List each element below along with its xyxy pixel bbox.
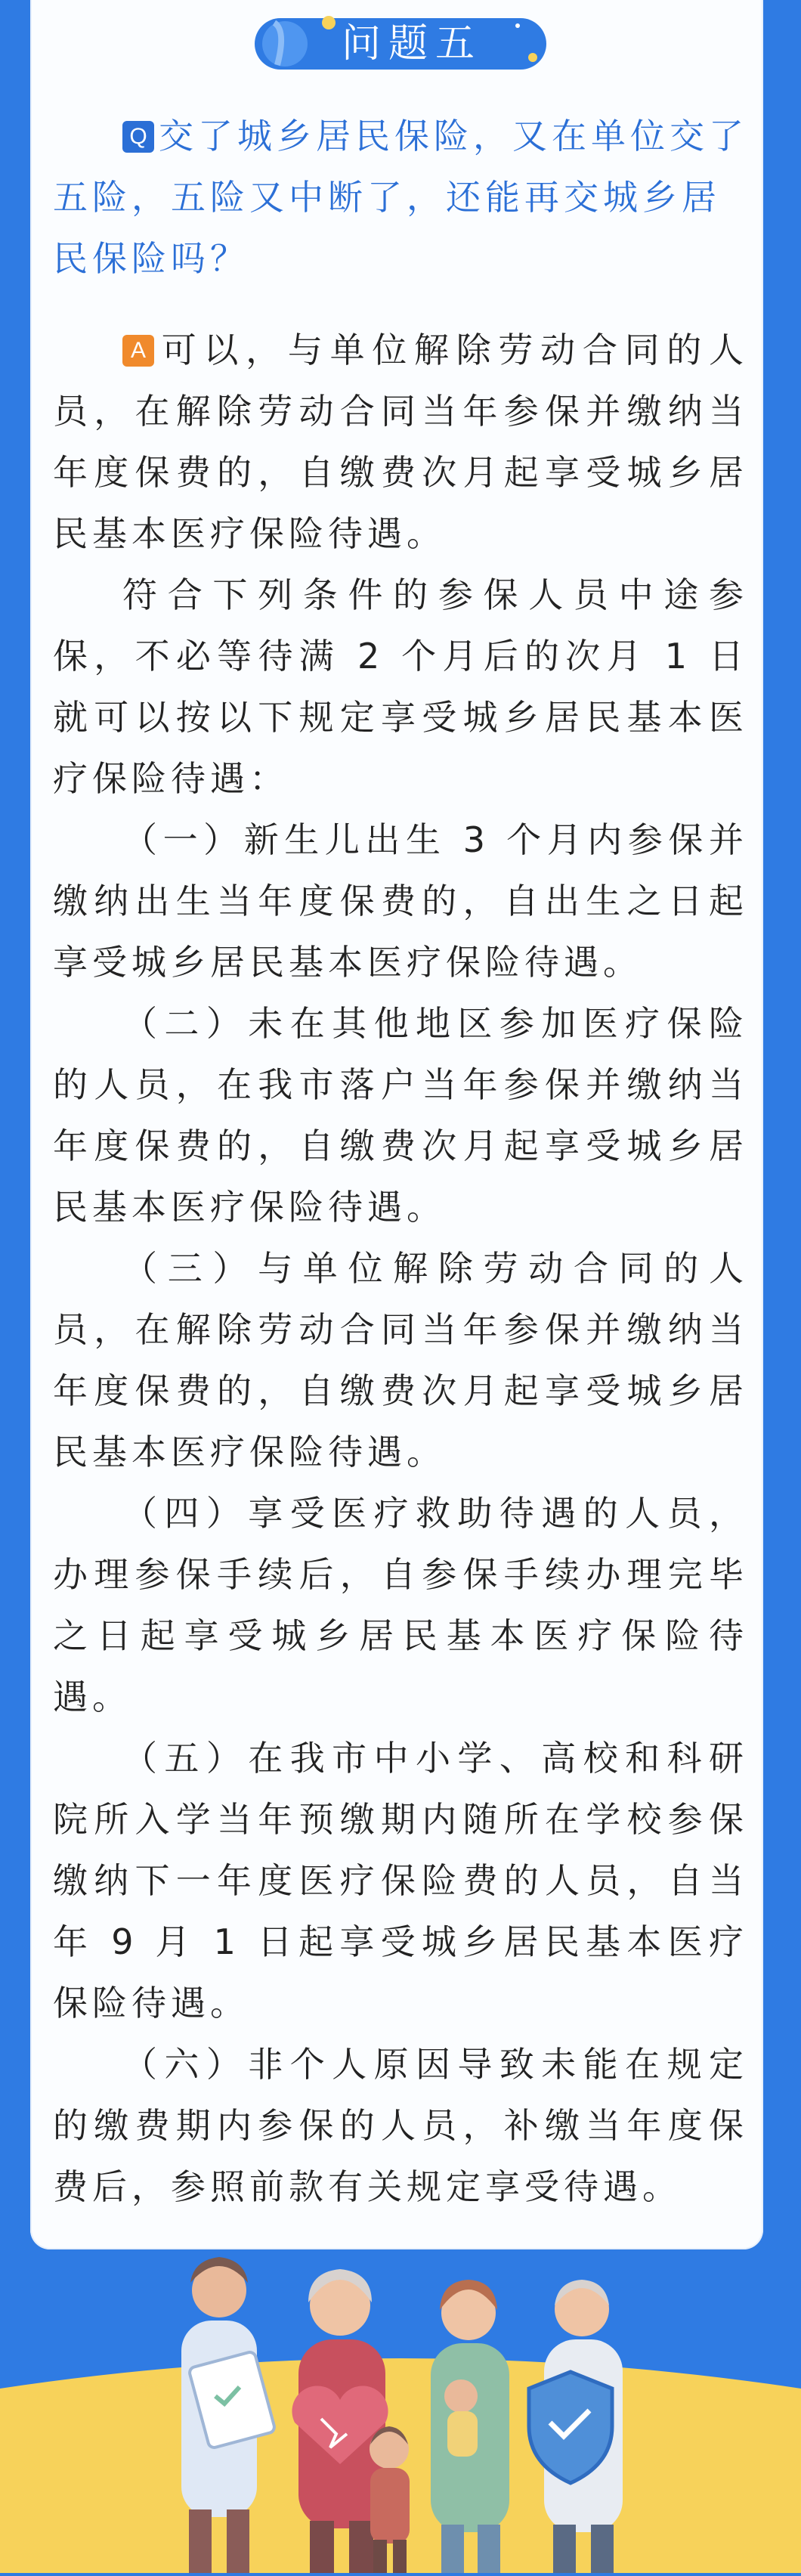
- condition-item-5: （五）在我市中小学、高校和科研院所入学当年预缴期内随所在学校参保缴纳下一年度医疗保险费的人员，自当年 9 月 1 日起享受城乡居民基本医疗保险待遇。: [53, 1738, 748, 2023]
- section-title: 问题五: [341, 21, 482, 67]
- page-frame-left: [0, 0, 30, 2237]
- answer-paragraph: [53, 320, 748, 565]
- question-text: 交了城乡居民保险，又在单位交了五险，五险又中断了，还能再交城乡居民保险吗？: [53, 116, 748, 279]
- question-badge: Q: [122, 121, 154, 153]
- condition-item-1: （一）新生儿出生 3 个月内参保并缴纳出生当年度保费的，自出生之日起享受城乡居民基本医疗保险待遇。: [53, 819, 748, 983]
- qa-content: [53, 106, 748, 2218]
- question-block: [53, 106, 748, 289]
- person-mother: [431, 2280, 509, 2573]
- condition-item-6: （六）非个人原因导致未能在规定的缴费期内参保的人员，补缴当年度保费后，参照前款有关规定享受待遇。: [53, 2044, 748, 2207]
- condition-item-2: （二）未在其他地区参加医疗保险的人员，在我市落户当年参保并缴纳当年度保费的，自缴费次月起享受城乡居民基本医疗保险待遇。: [53, 1003, 748, 1228]
- condition-item-4: （四）享受医疗救助待遇的人员，办理参保手续后，自参保手续办理完毕之日起享受城乡居民基本医疗保险待遇。: [53, 1493, 748, 1717]
- section-title-tag: [252, 15, 549, 73]
- family-illustration: [0, 2237, 801, 2573]
- condition-item-3: （三）与单位解除劳动合同的人员，在解除劳动合同当年参保并缴纳当年度保费的，自缴费次月起享受城乡居民基本医疗保险待遇。: [53, 1248, 748, 1472]
- answer-paragraph-text: 可以，与单位解除劳动合同的人员，在解除劳动合同当年参保并缴纳当年度保费的，自缴费次月起享受城乡居民基本医疗保险待遇。: [53, 330, 748, 554]
- page-frame-right: [771, 0, 801, 2237]
- answer-paragraph: 符合下列条件的参保人员中途参保，不必等待满 2 个月后的次月 1 日就可以按以下规定享受城乡居民基本医疗保险待遇：: [53, 574, 748, 799]
- answer-badge: A: [122, 335, 154, 367]
